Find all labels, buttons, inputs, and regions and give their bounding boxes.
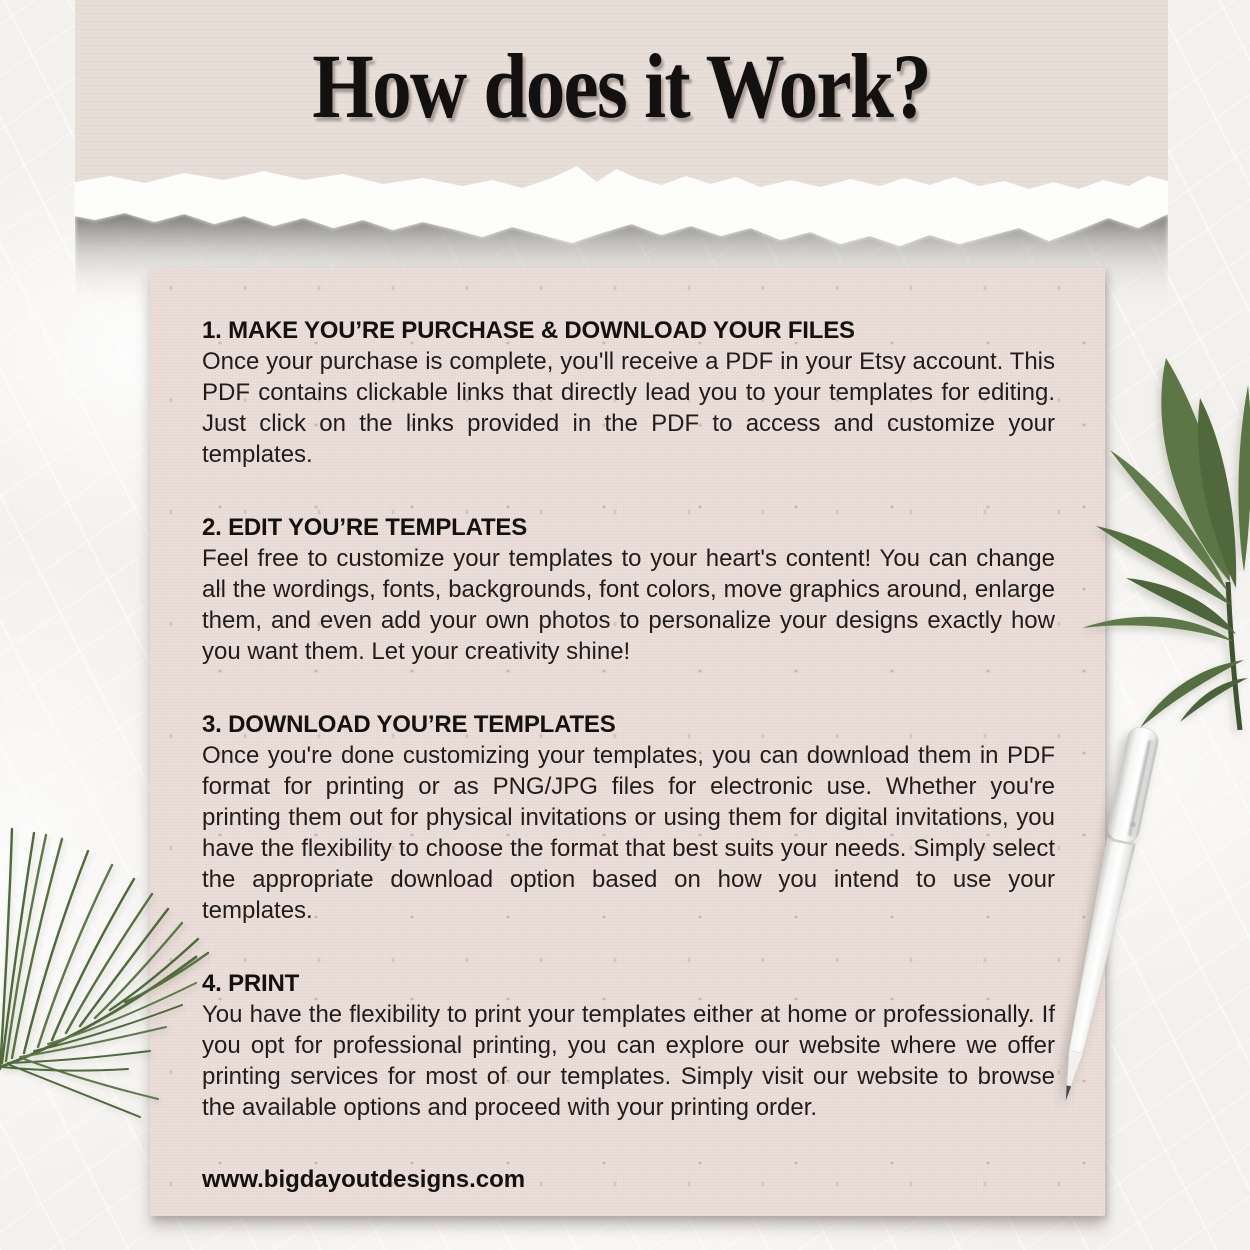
step-section-2 <box>202 512 1055 667</box>
step-body: Feel free to customize your templates to your heart's content! You can change all the wordings, fonts, backgrounds, font colors, move graphics around, enlarge them, and even add your own photos to personalize your designs exactly how you want them. Let your creativity shine! <box>202 545 1055 665</box>
step-heading: 4. PRINT <box>202 970 300 997</box>
step-body: Once your purchase is complete, you'll receive a PDF in your Etsy account. This PDF contains clickable links that directly lead you to your templates for editing. Just click on the links provided in the PDF to access and customize your templates. <box>202 348 1055 468</box>
step-heading: 1. MAKE YOU’RE PURCHASE & DOWNLOAD YOUR FILES <box>202 317 855 344</box>
step-heading: 2. EDIT YOU’RE TEMPLATES <box>202 514 528 541</box>
pen-decoration <box>1050 724 1180 1124</box>
step-section-1 <box>202 315 1055 470</box>
website-url: www.bigdayoutdesigns.com <box>202 1166 526 1193</box>
leaf-branch-decoration <box>1080 330 1250 730</box>
step-body: Once you're done customizing your templates, you can download them in PDF format for printing or as PNG/JPG files for electronic use. Whether you're printing them out for physical invitations or using them for digital invitations, you have the flexibility to choose the format that best suits your needs. Simply select the appropriate download option based on how you intend to use your templates. <box>202 742 1055 924</box>
step-section-4 <box>202 968 1055 1123</box>
palm-frond-decoration <box>0 798 210 1130</box>
step-heading: 3. DOWNLOAD YOU’RE TEMPLATES <box>202 711 616 738</box>
step-body: You have the flexibility to print your templates either at home or professionally. If you opt for professional printing, you can explore our website where we offer printing services for most of our templates. Simply visit our website to browse the available options and proceed with your printing order. <box>202 1001 1055 1121</box>
instruction-paper <box>150 268 1105 1216</box>
step-section-3 <box>202 709 1055 926</box>
page-title: How does it Work? <box>312 35 931 137</box>
